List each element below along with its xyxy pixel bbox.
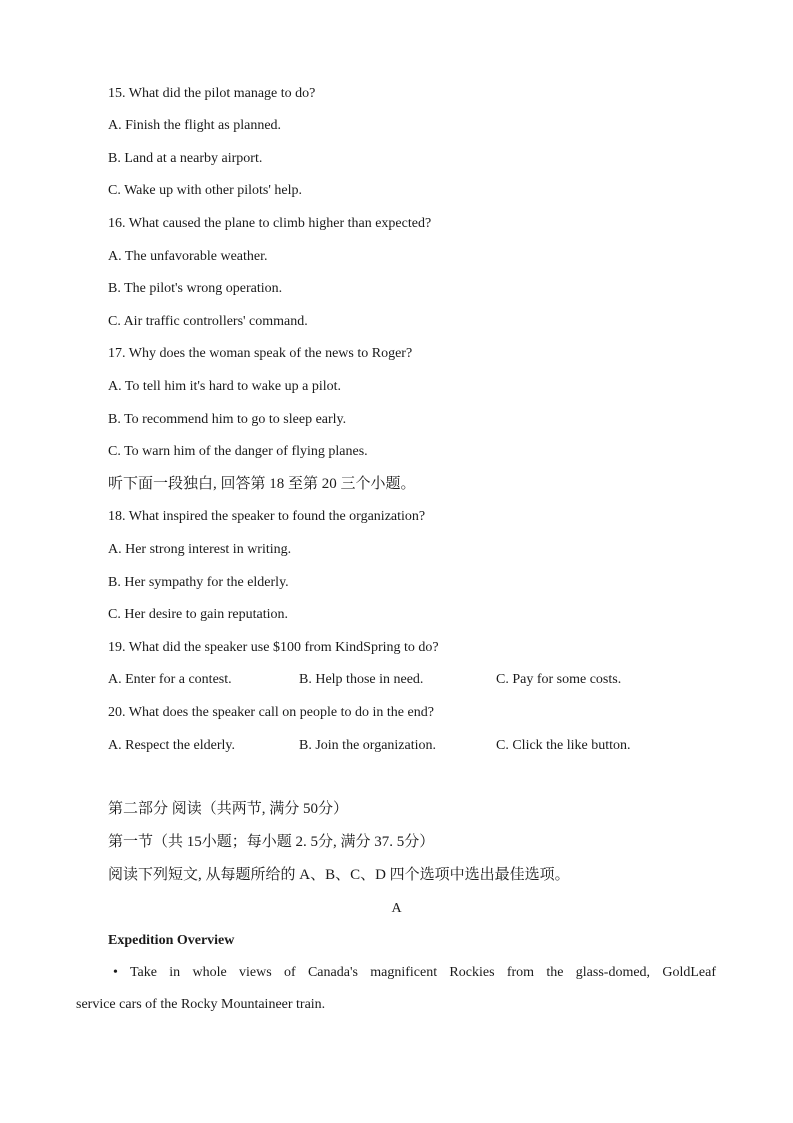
passage-heading: Expedition Overview: [108, 933, 235, 948]
question-17-stem: 17. Why does the woman speak of the news to Roger?: [108, 346, 413, 361]
question-18-option-a: A. Her strong interest in writing.: [108, 542, 292, 557]
question-20-option-b: B. Join the organization.: [299, 738, 436, 753]
part-2-title: 第二部分 阅读（共两节, 满分 50分）: [108, 801, 349, 817]
question-15-option-b: B. Land at a nearby airport.: [108, 151, 263, 166]
question-16-stem: 16. What caused the plane to climb higher than expected?: [108, 216, 432, 231]
question-20-option-c: C. Click the like button.: [496, 738, 631, 753]
passage-letter: A: [391, 901, 402, 916]
question-15-stem: 15. What did the pilot manage to do?: [108, 86, 316, 101]
question-17-option-b: B. To recommend him to go to sleep early.: [108, 412, 347, 427]
question-19-option-b: B. Help those in need.: [299, 672, 424, 687]
section-1-instruction: 阅读下列短文, 从每题所给的 A、B、C、D 四个选项中选出最佳选项。: [108, 867, 570, 883]
question-17-option-a: A. To tell him it's hard to wake up a pilot.: [108, 379, 342, 394]
question-20-stem: 20. What does the speaker call on people to do in the end?: [108, 705, 434, 720]
question-18-option-b: B. Her sympathy for the elderly.: [108, 575, 289, 590]
question-16-option-c: C. Air traffic controllers' command.: [108, 314, 308, 329]
question-15-option-c: C. Wake up with other pilots' help.: [108, 183, 303, 198]
question-16-option-a: A. The unfavorable weather.: [108, 249, 268, 264]
question-19-stem: 19. What did the speaker use $100 from KindSpring to do?: [108, 640, 439, 655]
question-16-option-b: B. The pilot's wrong operation.: [108, 281, 283, 296]
passage-paragraph: [76, 957, 716, 1021]
passage-line-2: service cars of the Rocky Mountaineer train.: [76, 997, 326, 1012]
section-1-title: 第一节（共 15小题；每小题 2. 5分, 满分 37. 5分）: [108, 834, 435, 850]
question-20-option-a: A. Respect the elderly.: [108, 738, 235, 753]
instruction-18-20: 听下面一段独白, 回答第 18 至第 20 三个小题。: [108, 476, 416, 492]
question-18-stem: 18. What inspired the speaker to found the organization?: [108, 509, 426, 524]
passage-line-1: • Take in whole views of Canada's magnificent Rockies from the glass-domed, GoldLeaf: [113, 965, 716, 980]
question-15-option-a: A. Finish the flight as planned.: [108, 118, 282, 133]
question-17-option-c: C. To warn him of the danger of flying planes.: [108, 444, 368, 459]
question-18-option-c: C. Her desire to gain reputation.: [108, 607, 289, 622]
question-19-option-a: A. Enter for a contest.: [108, 672, 232, 687]
question-19-option-c: C. Pay for some costs.: [496, 672, 622, 687]
